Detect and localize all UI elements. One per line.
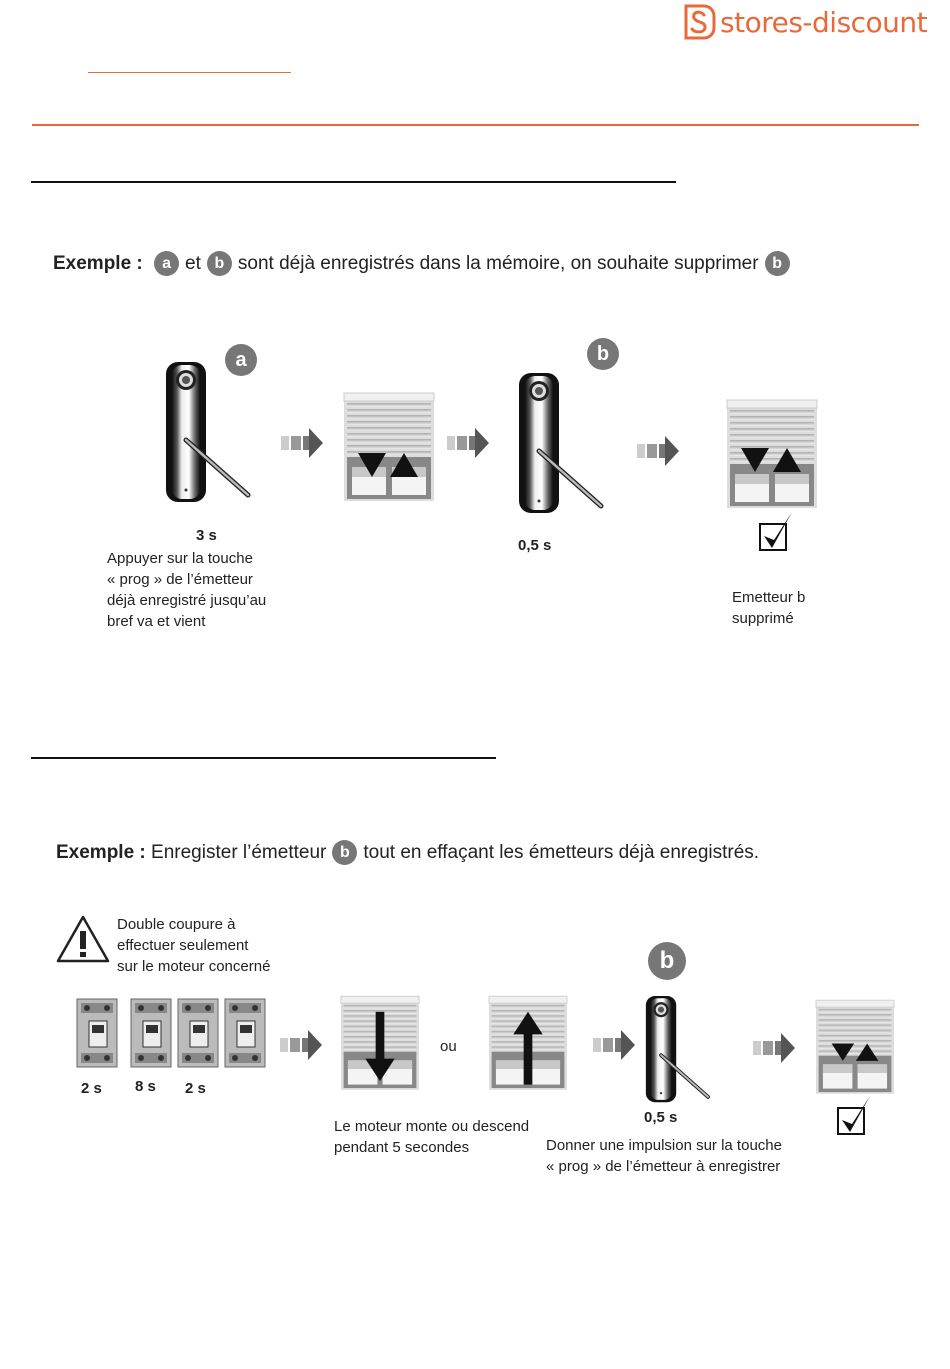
arrow-right-icon [637, 436, 681, 468]
arrow-right-icon [281, 428, 325, 460]
shutter-icon [341, 996, 419, 1090]
example-label: Exemple : [56, 841, 146, 863]
arrow-right-icon [280, 1030, 324, 1062]
duration-0-5s: 0,5 s [644, 1109, 678, 1126]
duration-3s: 3 s [196, 527, 217, 544]
remote-a-badge: a [225, 344, 257, 376]
breaker-time-2: 8 s [135, 1078, 156, 1095]
circuit-breaker-icon [131, 999, 173, 1069]
checkbox-checked-icon [760, 516, 800, 560]
result-caption: Emetteur b supprimé [732, 589, 806, 627]
example-text-post: tout en effaçant les émetteurs déjà enregistrés. [363, 841, 760, 863]
step1-caption: Appuyer sur la touche « prog » de l’émetteur déjà enregistré jusqu’au bref va et vient [107, 550, 267, 630]
logo-icon [680, 2, 716, 42]
badge-b: b [765, 251, 790, 276]
motor-caption: Le moteur monte ou descend pendant 5 secondes [334, 1118, 530, 1156]
remote-icon [166, 362, 256, 507]
remote-icon [519, 373, 609, 518]
section1-heading-rule [31, 181, 676, 183]
badge-a: a [154, 251, 179, 276]
circuit-breaker-icon [225, 999, 267, 1069]
badge-b: b [332, 840, 357, 865]
logo [680, 2, 927, 42]
arrow-right-icon [593, 1030, 637, 1062]
breaker-time-1: 2 s [81, 1080, 102, 1097]
section1-example [53, 251, 796, 276]
badge-b: b [207, 251, 232, 276]
arrow-right-icon [753, 1033, 797, 1065]
impulse-caption: Donner une impulsion sur la touche « prog » de l’émetteur à enregistrer [546, 1137, 782, 1175]
title-underline [88, 72, 291, 73]
header-divider [32, 124, 919, 126]
duration-0-5s: 0,5 s [518, 537, 552, 554]
section2-example [56, 840, 759, 865]
warning-caption: Double coupure à effectuer seulement sur le moteur concerné [117, 916, 271, 975]
section2-heading-rule [31, 757, 496, 759]
or-text: ou [440, 1038, 457, 1055]
warning-icon [56, 915, 110, 963]
shutter-icon [344, 393, 434, 501]
circuit-breaker-icon [77, 999, 119, 1069]
circuit-breaker-icon [178, 999, 220, 1069]
shutter-icon [727, 400, 817, 508]
remote-icon [645, 996, 715, 1106]
example-text-pre: Enregister l’émetteur [151, 841, 327, 863]
logo-text: stores-discount [720, 5, 928, 39]
example-et: et [185, 252, 201, 274]
remote-b-badge: b [648, 942, 686, 980]
remote-b-badge: b [587, 338, 619, 370]
shutter-icon [489, 996, 567, 1090]
shutter-icon [816, 1000, 894, 1094]
example-text: sont déjà enregistrés dans la mémoire, on souhaite supprimer [237, 252, 759, 274]
example-label: Exemple : [53, 252, 143, 274]
checkbox-checked-icon [838, 1100, 878, 1144]
breaker-time-3: 2 s [185, 1080, 206, 1097]
arrow-right-icon [447, 428, 491, 460]
